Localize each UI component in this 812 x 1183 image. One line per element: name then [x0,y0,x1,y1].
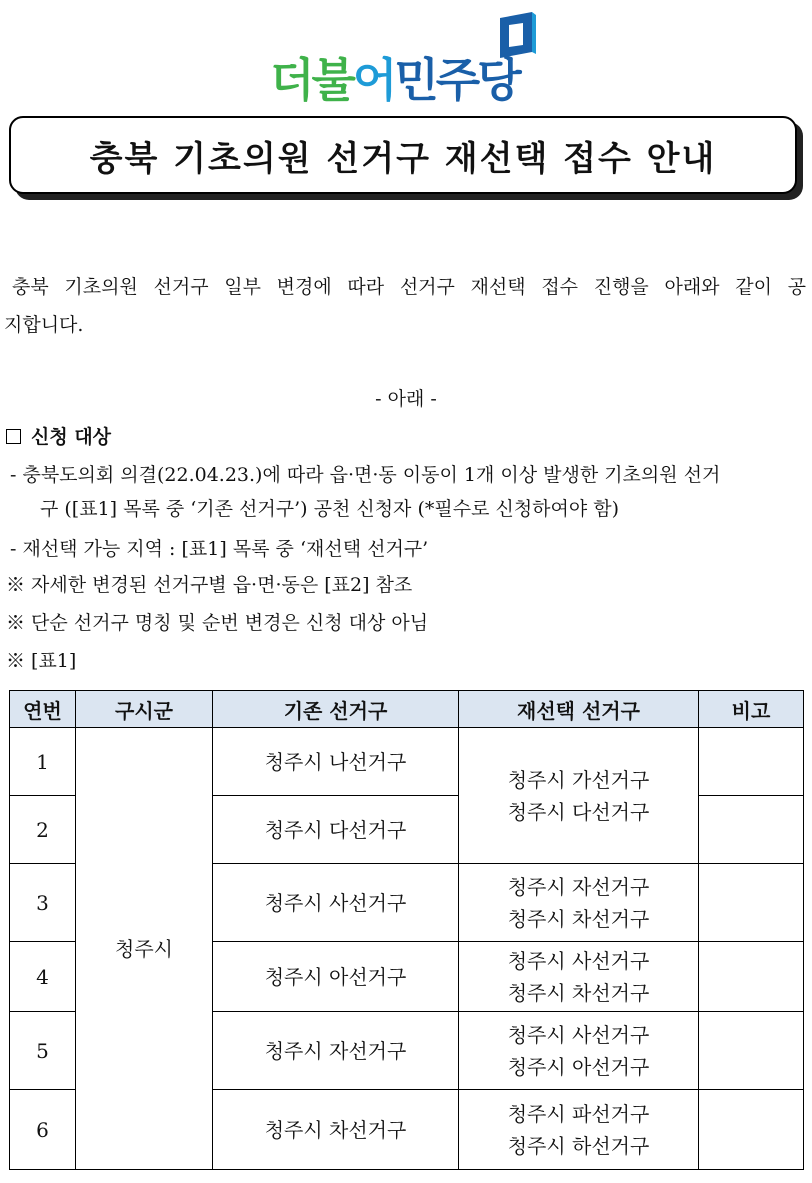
header-no: 연번 [10,691,76,728]
note-1: ※ 자세한 변경된 선거구별 읍·면·동은 [표2] 참조 [6,574,413,596]
city-cell: 청주시 [76,728,213,1170]
existing-cell: 청주시 차선거구 [213,1090,459,1170]
target-bullet-2: - 재선택 가능 지역 : [표1] 목록 중 ‘재선택 선거구’ [10,538,429,560]
district-table [9,690,804,1170]
header-note: 비고 [699,691,804,728]
note-cell [699,728,804,796]
party-logo [270,10,550,107]
intro-line-2: 지합니다. [4,314,84,336]
existing-cell: 청주시 다선거구 [213,796,459,864]
existing-cell: 청주시 나선거구 [213,728,459,796]
page-title: 충북 기초의원 선거구 재선택 접수 안내 [89,138,717,179]
intro-line-1: 충북 기초의원 선거구 일부 변경에 따라 선거구 재선택 접수 진행을 아래와 같이 공 [12,276,806,298]
checkbox-square-icon [6,429,21,444]
note-2: ※ 단순 선거구 명칭 및 순번 변경은 신청 대상 아님 [6,612,429,634]
existing-cell: 청주시 아선거구 [213,942,459,1012]
section-heading: - 아래 - [375,388,437,410]
party-logo-text: 더불어민주당 [270,53,519,107]
reselect-cell: 청주시 가선거구 청주시 다선거구 [459,728,699,864]
target-heading: 신청 대상 [6,422,111,452]
row-no: 6 [10,1090,76,1170]
header-district: 구시군 [76,691,213,728]
reselect-cell: 청주시 사선거구 청주시 아선거구 [459,1012,699,1090]
note-cell [699,1012,804,1090]
existing-cell: 청주시 사선거구 [213,864,459,942]
note-cell [699,864,804,942]
header-reselect: 재선택 선거구 [459,691,699,728]
row-no: 2 [10,796,76,864]
target-bullet-1a: - 충북도의회 의결(22.04.23.)에 따라 읍·면·동 이동이 1개 이상 발생한 기초의원 선거 [10,464,721,486]
target-bullet-1b: 구 ([표1] 목록 중 ‘기존 선거구’) 공천 신청자 (*필수로 신청하여야 함) [40,498,620,520]
table-row [10,728,804,796]
title-banner [9,116,797,194]
note-3: ※ [표1] [6,650,77,672]
reselect-cell: 청주시 사선거구 청주시 차선거구 [459,942,699,1012]
intro-paragraph [0,268,806,344]
reselect-cell: 청주시 파선거구 청주시 하선거구 [459,1090,699,1170]
table-header-row [10,691,804,728]
row-no: 5 [10,1012,76,1090]
note-cell [699,942,804,1012]
note-cell [699,1090,804,1170]
existing-cell: 청주시 자선거구 [213,1012,459,1090]
row-no: 1 [10,728,76,796]
row-no: 4 [10,942,76,1012]
note-cell [699,796,804,864]
header-existing: 기존 선거구 [213,691,459,728]
row-no: 3 [10,864,76,942]
reselect-cell: 청주시 자선거구 청주시 차선거구 [459,864,699,942]
